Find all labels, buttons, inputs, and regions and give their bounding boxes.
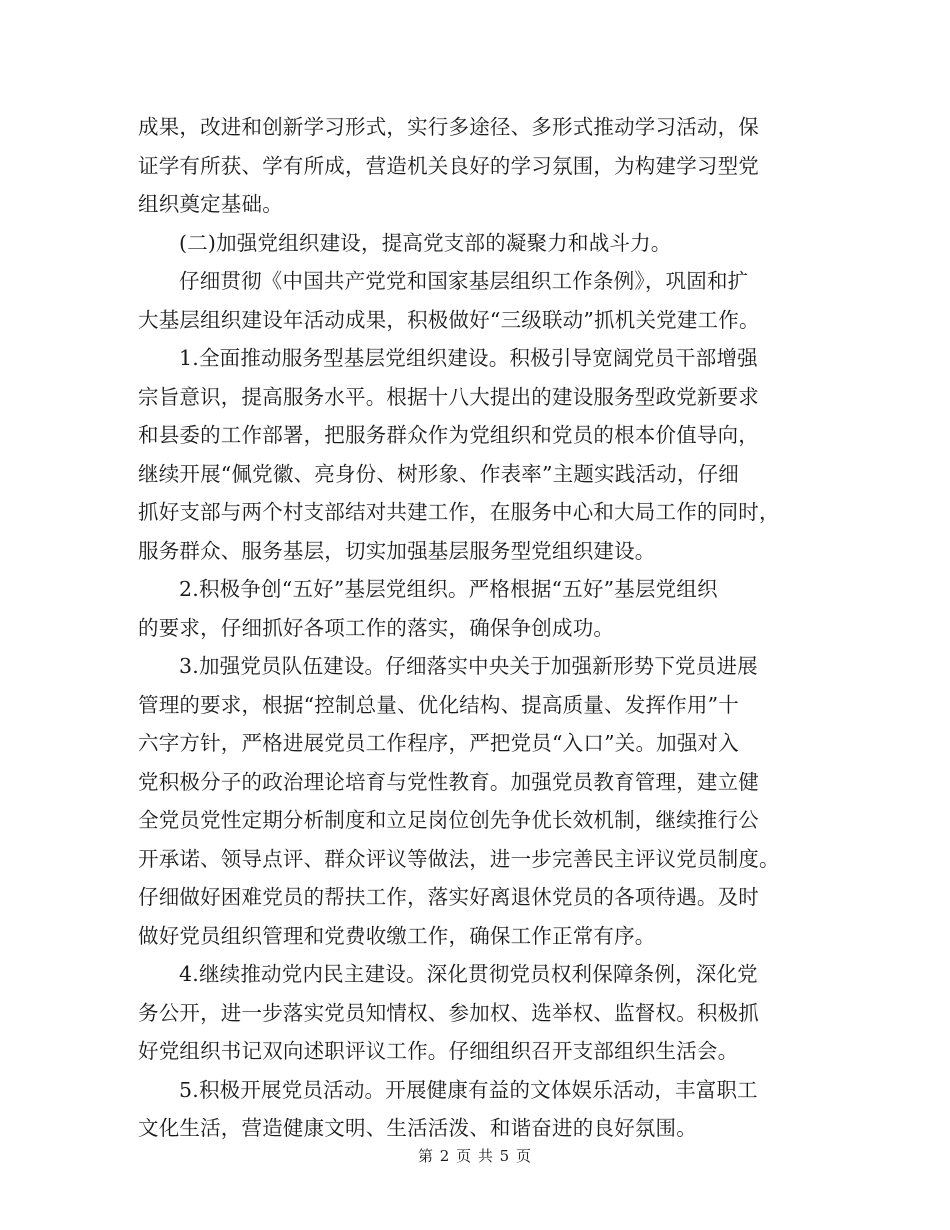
text-line: 组织奠定基础。 [138, 192, 283, 216]
text-line: 开承诺、领导点评、群众评议等做法，进一步完善民主评议党员制度。 [138, 846, 780, 871]
text-line: 继续开展“佩党徽、亮身份、树形象、作表率”主题实践活动，仔细 [138, 461, 739, 486]
text-line: 成果，改进和创新学习形式，实行多途径、多形式推动学习活动，保 [138, 115, 759, 139]
text-line: 的要求，仔细抓好各项工作的落实，确保争创成功。 [138, 615, 615, 640]
text-line: 抓好支部与两个村支部结对共建工作，在服务中心和大局工作的同时， [138, 500, 780, 524]
text-line: 1.全面推动服务型基层党组织建设。积极引导宽阔党员干部增强 [179, 346, 758, 370]
text-line: 2.积极争创“五好”基层党组织。严格根据“五好”基层党组织 [179, 577, 718, 601]
text-line: 做好党员组织管理和党费收缴工作，确保工作正常有序。 [138, 923, 656, 948]
text-line: 证学有所获、学有所成，营造机关良好的学习氛围，为构建学习型党 [138, 153, 759, 178]
text-line: 务公开，进一步落实党员知情权、参加权、选举权、监督权。积极抓 [138, 1000, 759, 1025]
text-line: 管理的要求，根据“控制总量、优化结构、提高质量、发挥作用”十 [138, 692, 739, 717]
text-line: 好党组织书记双向述职评议工作。仔细组织召开支部组织生活会。 [138, 1039, 739, 1063]
text-line: 和县委的工作部署，把服务群众作为党组织和党员的根本价值导向， [138, 423, 759, 447]
text-line: 仔细贯彻《中国共产党党和国家基层组织工作条例》，巩固和扩 [179, 269, 749, 293]
text-line: 大基层组织建设年活动成果，积极做好“三级联动”抓机关党建工作。 [138, 307, 760, 332]
text-line: 5.积极开展党员活动。开展健康有益的文体娱乐活动，丰富职工 [179, 1077, 758, 1102]
text-line: 党积极分子的政治理论培育与党性教育。加强党员教育管理，建立健 [138, 769, 759, 794]
page-footer: 第 2 页 共 5 页 [418, 1147, 532, 1165]
text-line: 全党员党性定期分析制度和立足岗位创先争优长效机制，继续推行公 [138, 808, 759, 832]
text-line: 3.加强党员队伍建设。仔细落实中央关于加强新形势下党员进展 [179, 654, 758, 678]
body-text [138, 108, 818, 1148]
section-heading: (二)加强党组织建设，提高党支部的凝聚力和战斗力。 [179, 230, 672, 255]
text-line: 六字方针，严格进展党员工作程序，严把党员“入口”关。加强对入 [138, 731, 739, 755]
text-line: 文化生活，营造健康文明、生活活泼、和谐奋进的良好氛围。 [138, 1116, 697, 1140]
text-line: 仔细做好困难党员的帮扶工作，落实好离退休党员的各项待遇。及时 [138, 885, 759, 909]
text-line: 4.继续推动党内民主建设。深化贯彻党员权利保障条例，深化党 [179, 962, 758, 986]
text-line: 宗旨意识，提高服务水平。根据十八大提出的建设服务型政党新要求 [138, 384, 759, 409]
text-line: 服务群众、服务基层，切实加强基层服务型党组织建设。 [138, 538, 656, 563]
